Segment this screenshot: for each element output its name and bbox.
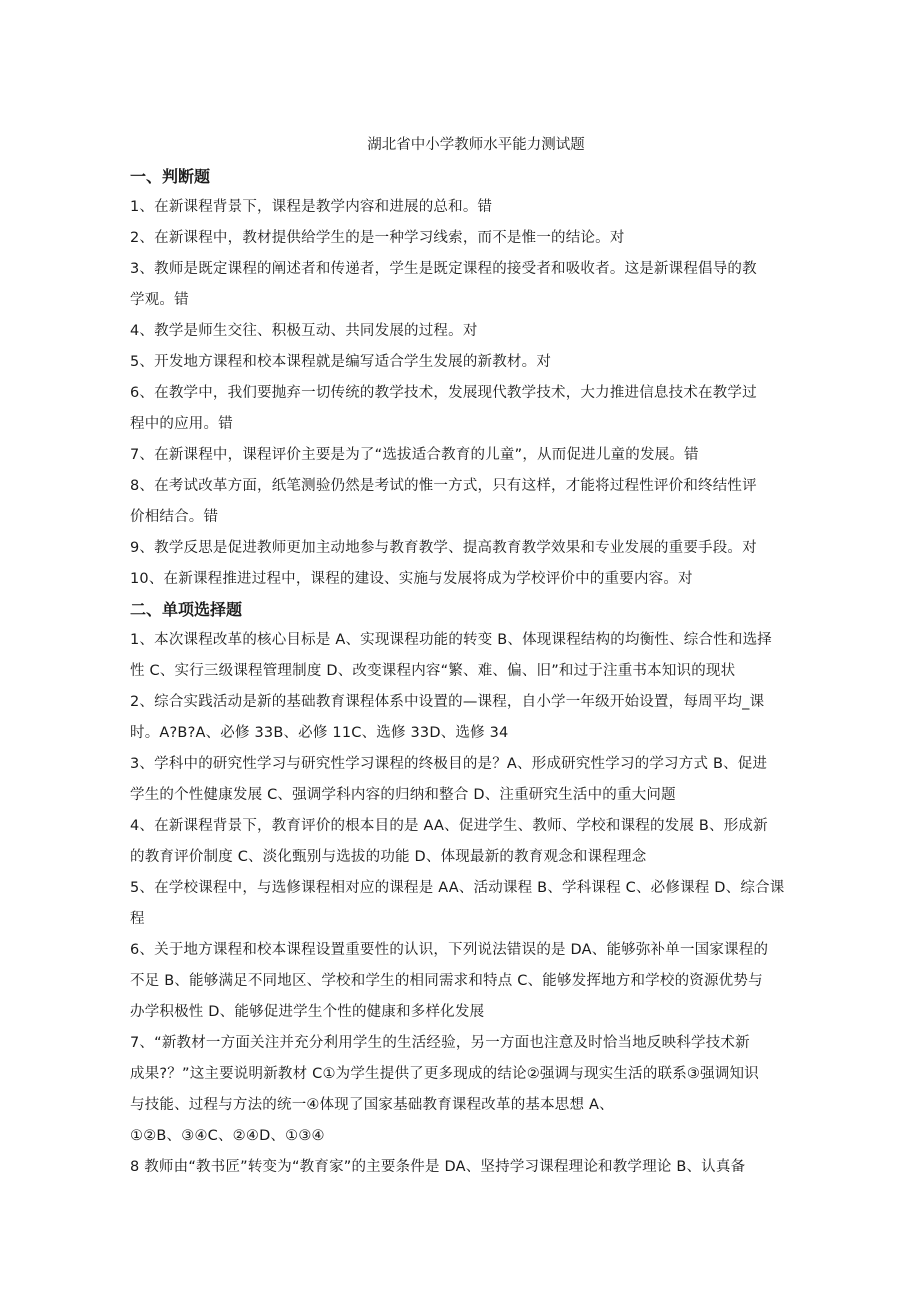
question-text-line: 6、在教学中，我们要抛弃一切传统的教学技术，发展现代教学技术，大力推进信息技术在教学过 bbox=[130, 385, 757, 401]
section-heading-judgment: 一、判断题 bbox=[130, 167, 211, 186]
question-text-line: 办学积极性 D、能够促进学生个性的健康和多样化发展 bbox=[130, 1004, 485, 1020]
question-text-line: 2、在新课程中，教材提供给学生的是一种学习线索，而不是惟一的结论。对 bbox=[130, 230, 625, 246]
question-text-line: 4、在新课程背景下，教育评价的根本目的是 AA、促进学生、教师、学校和课程的发展 B、形成新 bbox=[130, 818, 768, 834]
question-text-line: 10、在新课程推进过程中，课程的建设、实施与发展将成为学校评价中的重要内容。对 bbox=[130, 571, 693, 587]
choice-question-6 bbox=[130, 935, 800, 1028]
choice-question-2 bbox=[130, 687, 800, 749]
judgment-question-9 bbox=[130, 533, 800, 564]
question-text-line: 7、在新课程中，课程评价主要是为了“选拔适合教育的儿童”，从而促进儿童的发展。错 bbox=[130, 447, 699, 463]
question-text-line: 6、关于地方课程和校本课程设置重要性的认识，下列说法错误的是 DA、能够弥补单一国家课程的 bbox=[130, 942, 769, 958]
document-body bbox=[130, 132, 800, 1183]
judgment-question-list bbox=[130, 192, 800, 595]
choice-question-7 bbox=[130, 1028, 800, 1152]
question-text-line: 的教育评价制度 C、淡化甄别与选拔的功能 D、体现最新的教育观念和课程理念 bbox=[130, 849, 647, 865]
question-text-line: 5、开发地方课程和校本课程就是编写适合学生发展的新教材。对 bbox=[130, 354, 552, 370]
question-text-line: 1、在新课程背景下，课程是教学内容和进展的总和。错 bbox=[130, 199, 493, 215]
question-text-line: 5、在学校课程中，与选修课程相对应的课程是 AA、活动课程 B、学科课程 C、必修课程 D、综合课 bbox=[130, 880, 785, 896]
question-text-line: 学观。错 bbox=[130, 292, 189, 308]
question-text-line: 8 教师由“教书匠”转变为“教育家”的主要条件是 DA、坚持学习课程理论和教学理论 B、认真备 bbox=[130, 1159, 746, 1175]
question-text-line: 7、“新教材一方面关注并充分利用学生的生活经验，另一方面也注意及时恰当地反映科学技术新 bbox=[130, 1035, 750, 1051]
question-text-line: 与技能、过程与方法的统一④体现了国家基础教育课程改革的基本思想 A、 bbox=[130, 1097, 614, 1113]
choice-question-8 bbox=[130, 1152, 800, 1183]
judgment-question-6 bbox=[130, 378, 800, 440]
question-text-line: 程 bbox=[130, 911, 145, 927]
question-text-line: 性 C、实行三级课程管理制度 D、改变课程内容“繁、难、偏、旧”和过于注重书本知识的现状 bbox=[130, 663, 736, 679]
section-heading-single-choice: 二、单项选择题 bbox=[130, 600, 243, 619]
judgment-question-4 bbox=[130, 316, 800, 347]
judgment-question-8 bbox=[130, 471, 800, 533]
choice-question-4 bbox=[130, 811, 800, 873]
question-text-line: 时。A?B?A、必修 33B、必修 11C、选修 33D、选修 34 bbox=[130, 725, 509, 741]
choice-question-1 bbox=[130, 625, 800, 687]
question-text-line: 4、教学是师生交往、积极互动、共同发展的过程。对 bbox=[130, 323, 478, 339]
question-text-line: 9、教学反思是促进教师更加主动地参与教育教学、提高教育教学效果和专业发展的重要手段。对 bbox=[130, 540, 757, 556]
choice-question-5 bbox=[130, 873, 800, 935]
single-choice-question-list bbox=[130, 625, 800, 1183]
question-text-line: 1、本次课程改革的核心目标是 A、实现课程功能的转变 B、体现课程结构的均衡性、综合性和选择 bbox=[130, 632, 773, 648]
page-title: 湖北省中小学教师水平能力测试题 bbox=[367, 137, 585, 153]
judgment-question-3 bbox=[130, 254, 800, 316]
judgment-question-2 bbox=[130, 223, 800, 254]
judgment-question-10 bbox=[130, 564, 800, 595]
judgment-question-1 bbox=[130, 192, 800, 223]
question-text-line: 学生的个性健康发展 C、强调学科内容的归纳和整合 D、注重研究生活中的重大问题 bbox=[130, 787, 676, 803]
question-text-line: 不足 B、能够满足不同地区、学校和学生的相同需求和特点 C、能够发挥地方和学校的资源优势与 bbox=[130, 973, 763, 989]
question-text-line: ①②B、③④C、②④D、①③④ bbox=[130, 1128, 325, 1144]
question-text-line: 8、在考试改革方面，纸笔测验仍然是考试的惟一方式，只有这样，才能将过程性评价和终结性评 bbox=[130, 478, 757, 494]
question-text-line: 成果?？”这主要说明新教材 C①为学生提供了更多现成的结论②强调与现实生活的联系③强调知识 bbox=[130, 1066, 759, 1082]
choice-question-3 bbox=[130, 749, 800, 811]
question-text-line: 2、综合实践活动是新的基础教育课程体系中设置的—课程，自小学一年级开始设置，每周平均_课 bbox=[130, 694, 765, 710]
question-text-line: 程中的应用。错 bbox=[130, 416, 233, 432]
question-text-line: 价相结合。错 bbox=[130, 509, 219, 525]
judgment-question-5 bbox=[130, 347, 800, 378]
question-text-line: 3、学科中的研究性学习与研究性学习课程的终极目的是？A、形成研究性学习的学习方式 B、促进 bbox=[130, 756, 768, 772]
judgment-question-7 bbox=[130, 440, 800, 471]
question-text-line: 3、教师是既定课程的阐述者和传递者，学生是既定课程的接受者和吸收者。这是新课程倡导的教 bbox=[130, 261, 757, 277]
